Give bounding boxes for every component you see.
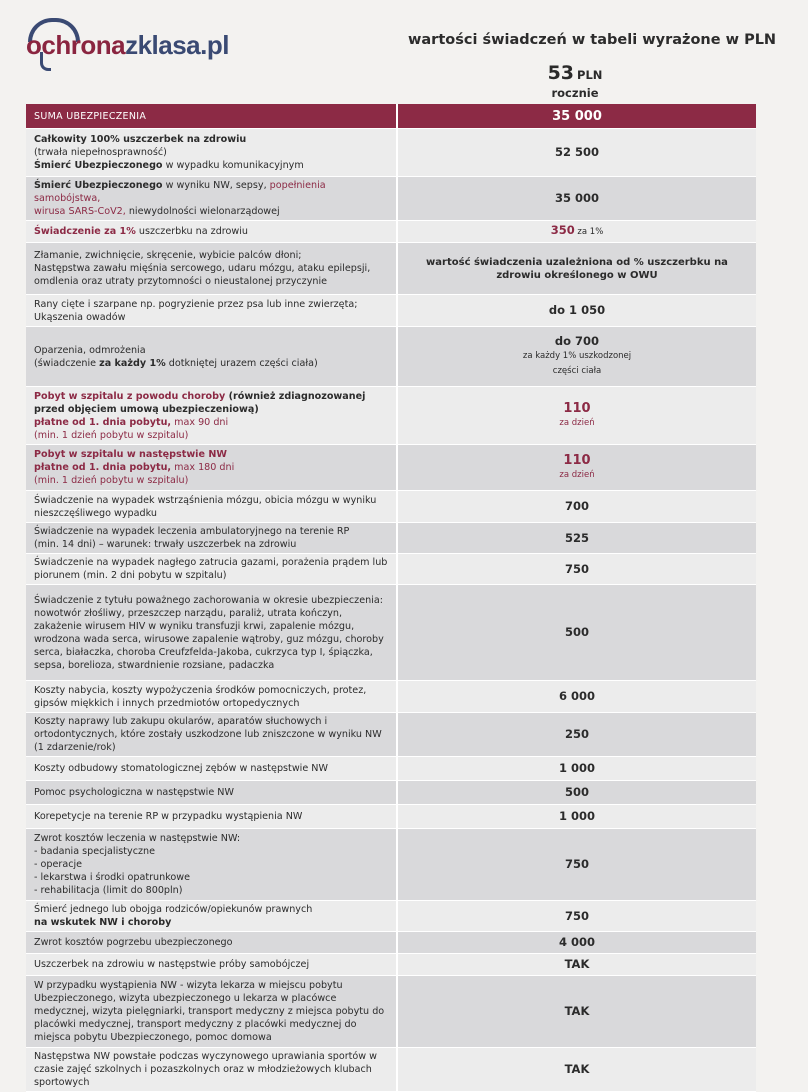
row-label: (świadczenie: [34, 357, 100, 369]
row-label: Śmierć Ubezpieczonego: [34, 180, 163, 191]
table-row: [26, 129, 756, 177]
table-header-row: [26, 104, 756, 129]
row-value: do 1 050: [397, 295, 756, 327]
table-row: [26, 976, 756, 1048]
row-value: 750: [397, 829, 756, 901]
row-value-amount: do 700: [554, 334, 600, 348]
row-value-unit: za dzień: [559, 417, 595, 428]
row-label: (również zdiagnozowanej przed objęciem umową ubezpieczeniową): [34, 390, 366, 415]
row-value: 525: [397, 523, 756, 554]
table-row: [26, 757, 756, 781]
logo-part-1: ochrona: [26, 30, 126, 60]
table-row: [26, 177, 756, 221]
price-currency: PLN: [577, 68, 603, 82]
row-value: 1 000: [397, 805, 756, 829]
row-label: W przypadku wystąpienia NW - wizyta lekarza w miejscu pobytu Ubezpieczonego, wizyta ubezpieczonego u lekarza w placówce medycznej, wizyta pielęgniarki, transport medyczny z miejsca pobytu do placówki medycznej, transport medyczny z placówki medycznej do miejsca pobytu Ubezpieczonego, pomoc domowa: [26, 976, 397, 1048]
price-period: rocznie: [551, 86, 599, 100]
table-row: [26, 954, 756, 976]
row-label: Korepetycje na terenie RP w przypadku wystąpienia NW: [26, 805, 397, 829]
row-label: Zwrot kosztów leczenia w następstwie NW:: [34, 833, 241, 844]
table-row: [26, 295, 756, 327]
row-value: [397, 387, 756, 445]
row-label: (min. 1 dzień pobytu w szpitalu): [34, 429, 189, 441]
row-label: (min. 1 dzień pobytu w szpitalu): [34, 475, 189, 486]
row-value: [397, 445, 756, 491]
row-value: TAK: [397, 954, 756, 976]
row-label: Koszty naprawy lub zakupu okularów, aparatów słuchowych i ortodontycznych, które zostały uszkodzone lub zniszczone w wyniku NW (1 zdarzenie/rok): [26, 713, 397, 757]
row-label: Koszty odbudowy stomatologicznej zębów w następstwie NW: [26, 757, 397, 781]
row-label: Następstwa zawału mięśnia sercowego, udaru mózgu, ataku epilepsji, omdlenia oraz utraty przytomności o nieustalonej przyczynie: [34, 263, 371, 287]
row-value: TAK: [397, 1048, 756, 1092]
row-label: Śmierć Ubezpieczonego: [34, 160, 163, 171]
row-label: za każdy 1%: [99, 357, 166, 369]
row-label: Świadczenie na wypadek leczenia ambulatoryjnego na terenie RP: [34, 526, 350, 537]
row-value: 700: [397, 491, 756, 523]
benefits-table: [26, 104, 756, 1092]
annual-price: [540, 62, 610, 100]
row-value: 1 000: [397, 757, 756, 781]
row-label: Ukąszenia owadów: [34, 311, 126, 323]
table-row: [26, 243, 756, 295]
row-label: Następstwa NW powstałe podczas wyczynowego uprawiania sportów w czasie zajęć szkolnych i pozaszkolnych oraz w młodzieżowych klubach sportowych: [26, 1048, 397, 1092]
row-value-unit: za 1%: [574, 227, 604, 237]
row-label: Świadczenie z tytułu poważnego zachorowania w okresie ubezpieczenia: nowotwór złośliwy, przeszczep narządu, paraliż, utrata kończyn, zakażenie wirusem HIV w wyniku transfuzji krwi, zapalenie mózgu, wrodzona wada serca, wirusowe zapalenie wątroby, guz mózgu, choroby serca, białaczka, choroba Creufzfelda-Jakoba, cukrzyca typ I, śpiączka, sepsa, borelioza, stwardnienie rozsiane, padaczka: [26, 585, 397, 681]
table-row: [26, 901, 756, 932]
table-row: [26, 554, 756, 585]
price-value: 53: [547, 62, 575, 84]
row-label: Świadczenie na wypadek wstrząśnienia mózgu, obicia mózgu w wyniku nieszczęśliwego wypadku: [26, 491, 397, 523]
row-label: max 180 dni: [171, 462, 235, 473]
logo: [26, 30, 229, 61]
row-label: Koszty nabycia, koszty wypożyczenia środków pomocniczych, protez, gipsów miękkich i innych przedmiotów ortopedycznych: [26, 681, 397, 713]
row-value: TAK: [397, 976, 756, 1048]
row-label: Zwrot kosztów pogrzebu ubezpieczonego: [26, 932, 397, 954]
logo-part-2: zklasa.pl: [125, 30, 229, 60]
row-value: 750: [397, 554, 756, 585]
table-row: [26, 805, 756, 829]
row-value-unit: za dzień: [559, 469, 595, 480]
table-row: [26, 327, 756, 387]
row-value: 52 500: [397, 129, 756, 177]
row-label: niewydolności wielonarządowej: [125, 206, 280, 217]
row-value: [397, 221, 756, 243]
row-label: - badania specjalistyczne: [34, 846, 155, 857]
row-label: płatne od 1. dnia pobytu,: [34, 416, 172, 428]
row-label: Świadczenie za 1%: [34, 226, 136, 237]
row-value-note: części ciała: [552, 366, 602, 376]
row-value: [397, 327, 756, 387]
currency-note: wartości świadczeń w tabeli wyrażone w PLN: [408, 32, 777, 48]
table-row: [26, 585, 756, 681]
row-label: wirusa SARS-CoV2,: [34, 206, 126, 217]
row-value: 4 000: [397, 932, 756, 954]
table-row: [26, 221, 756, 243]
row-label: - lekarstwa i środki opatrunkowe: [34, 872, 191, 883]
row-label: Śmierć jednego lub obojga rodziców/opiekunów prawnych: [34, 904, 313, 915]
row-value-note: za każdy 1% uszkodzonej: [522, 351, 632, 361]
row-label: Pobyt w szpitalu z powodu choroby: [34, 390, 226, 402]
row-label: max 90 dni: [171, 416, 229, 428]
row-label: (min. 14 dni) – warunek: trwały uszczerbek na zdrowiu: [34, 539, 297, 550]
row-value-amount: 110: [563, 400, 591, 416]
row-value: wartość świadczenia uzależniona od % uszczerbku na zdrowiu określonego w OWU: [397, 243, 756, 295]
table-row: [26, 681, 756, 713]
row-label: w wypadku komunikacyjnym: [162, 160, 304, 171]
row-value: 250: [397, 713, 756, 757]
table-row: [26, 713, 756, 757]
row-label: - operacje: [34, 859, 83, 870]
row-value-amount: 110: [563, 452, 591, 468]
row-value: 750: [397, 901, 756, 932]
row-label: Pomoc psychologiczna w następstwie NW: [26, 781, 397, 805]
sum-insured-value: 35 000: [397, 104, 756, 129]
row-value: 35 000: [397, 177, 756, 221]
row-label: Uszczerbek na zdrowiu w następstwie próby samobójczej: [26, 954, 397, 976]
row-label: - rehabilitacja (limit do 800pln): [34, 885, 183, 896]
row-label: na wskutek NW i choroby: [34, 917, 172, 928]
row-label: Pobyt w szpitalu w następstwie NW: [34, 449, 227, 460]
row-value: 500: [397, 781, 756, 805]
table-row: [26, 829, 756, 901]
table-row: [26, 781, 756, 805]
row-label: Oparzenia, odmrożenia: [34, 344, 146, 356]
row-label: (trwała niepełnosprawność): [34, 147, 167, 158]
row-value: 500: [397, 585, 756, 681]
row-label: w wyniku NW, sepsy,: [162, 180, 270, 191]
table-row: [26, 523, 756, 554]
row-label: Rany cięte i szarpane np. pogryzienie przez psa lub inne zwierzęta;: [34, 298, 358, 310]
row-label: Świadczenie na wypadek nagłego zatrucia gazami, porażenia prądem lub piorunem (min. 2 dni pobytu w szpitalu): [26, 554, 397, 585]
table-row: [26, 932, 756, 954]
row-label: uszczerbku na zdrowiu: [135, 226, 248, 237]
table-row: [26, 387, 756, 445]
table-row: [26, 1048, 756, 1092]
sum-insured-label: SUMA UBEZPIECZENIA: [26, 104, 397, 129]
row-value: 6 000: [397, 681, 756, 713]
row-value-amount: 350: [550, 223, 575, 237]
table-row: [26, 491, 756, 523]
row-label: Złamanie, zwichnięcie, skręcenie, wybicie palców dłoni;: [34, 250, 302, 261]
row-label: płatne od 1. dnia pobytu,: [34, 462, 172, 473]
table-row: [26, 445, 756, 491]
row-label: dotkniętej urazem części ciała): [165, 357, 318, 369]
row-label: popełnienia samobójstwa,: [34, 180, 326, 204]
row-label: Całkowity 100% uszczerbek na zdrowiu: [34, 134, 247, 145]
